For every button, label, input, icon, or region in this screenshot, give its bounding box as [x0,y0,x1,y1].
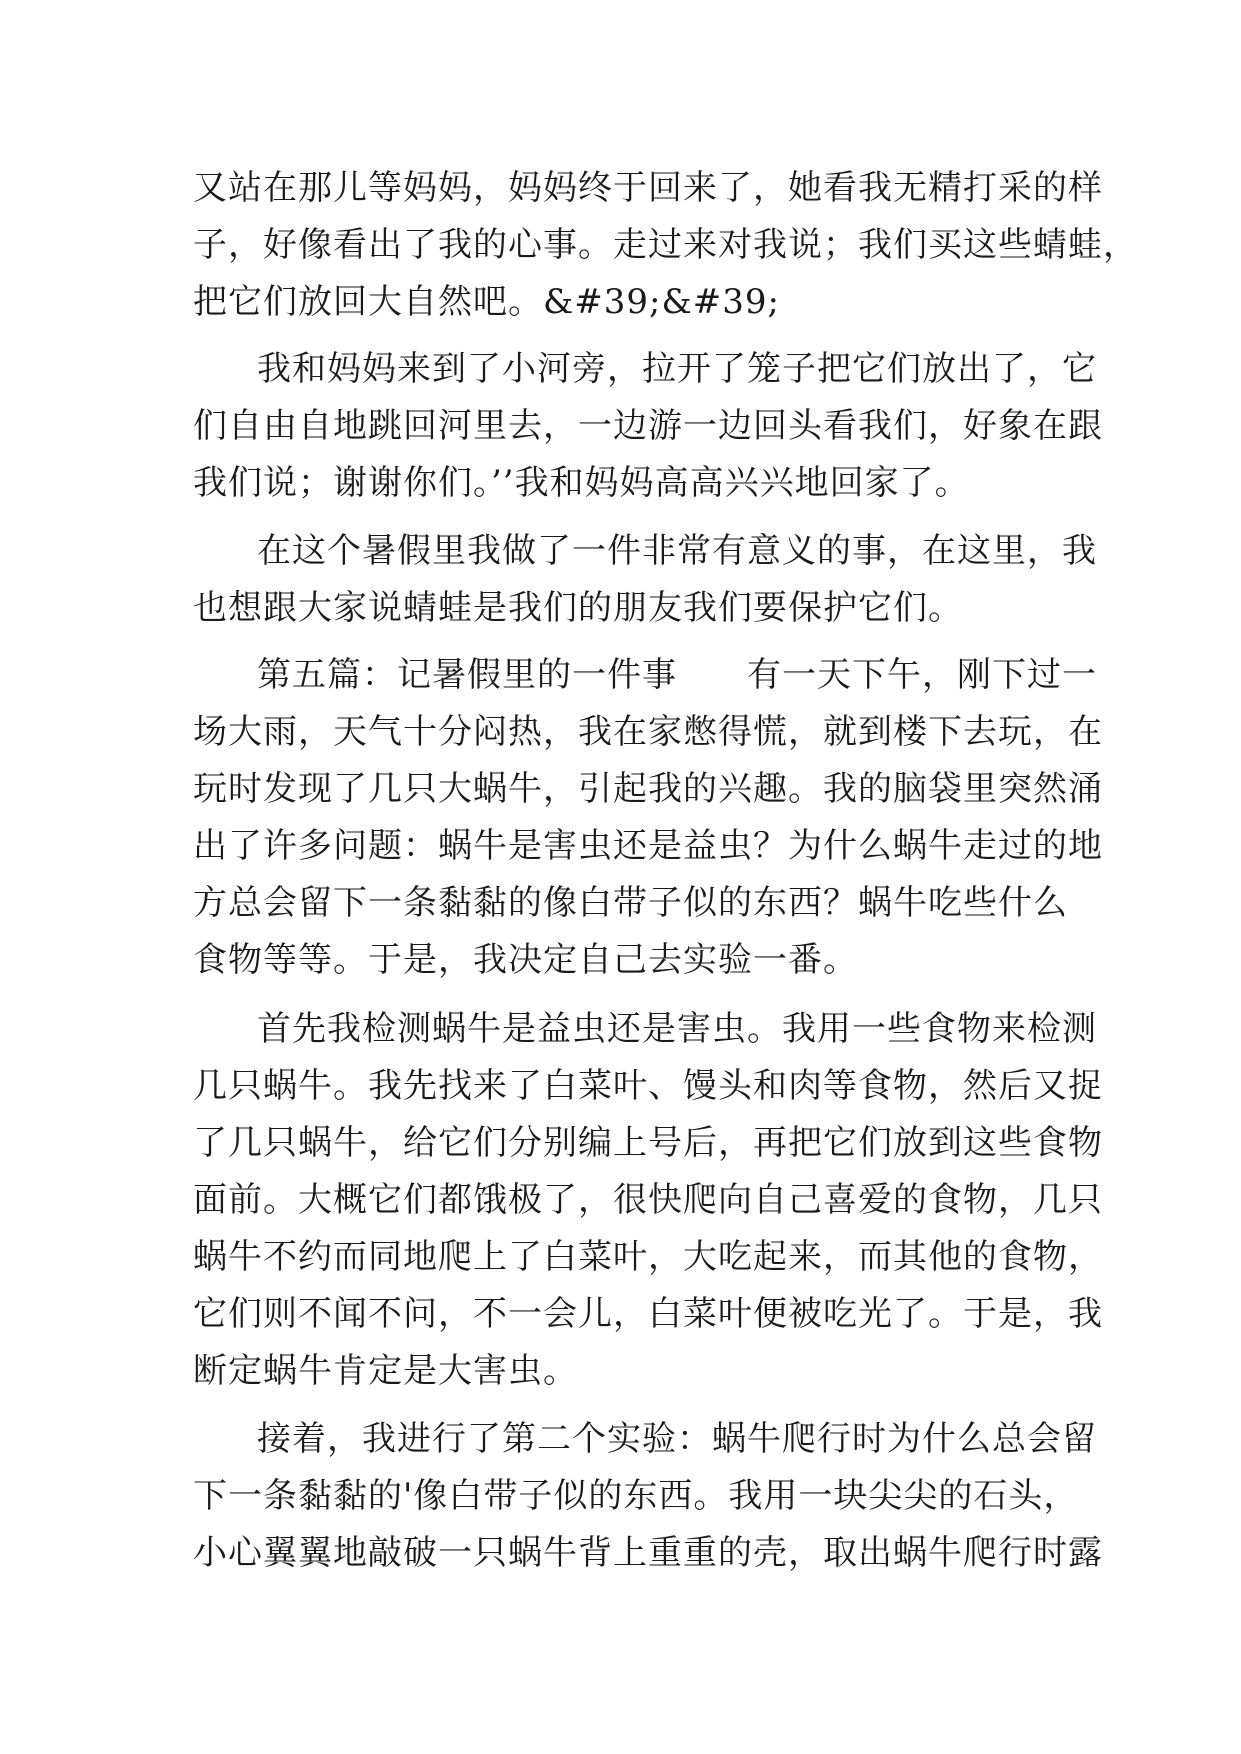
text-line: 面前。大概它们都饿极了，很快爬向自己喜爱的食物，几只 [193,1180,1103,1220]
paragraph-start-line: 我和妈妈来到了小河旁，拉开了笼子把它们放出了，它 [257,349,1097,389]
text-line: 子，好像看出了我的心事。走过来对我说；我们买这些蜻蛙， [193,225,1138,265]
text-line: 我们说；谢谢你们。’’我和妈妈高高兴兴地回家了。 [193,463,970,503]
text-line: 几只蜗牛。我先找来了白菜叶、馒头和肉等食物，然后又捉 [193,1066,1103,1106]
text-line: 方总会留下一条黏黏的像白带子似的东西？蜗牛吃些什么 [193,883,1068,923]
text-line: 下一条黏黏的'像白带子似的东西。我用一块尖尖的石头， [193,1476,1079,1516]
text-line: 出了许多问题：蜗牛是害虫还是益虫？为什么蜗牛走过的地 [193,826,1103,866]
text-line: 们自由自地跳回河里去，一边游一边回头看我们，好象在跟 [193,406,1103,446]
text-line: 了几只蜗牛，给它们分别编上号后，再把它们放到这些食物 [193,1123,1103,1163]
text-line: 玩时发现了几只大蜗牛，引起我的兴趣。我的脑袋里突然涌 [193,769,1103,809]
text-line: 把它们放回大自然吧。&#39;&#39; [193,282,780,322]
text-line: 蜗牛不约而同地爬上了白菜叶，大吃起来，而其他的食物， [193,1237,1103,1277]
text-line: 食物等等。于是，我决定自己去实验一番。 [193,940,858,980]
text-line: 也想跟大家说蜻蛙是我们的朋友我们要保护它们。 [193,588,963,628]
paragraph-start-line: 首先我检测蜗牛是益虫还是害虫。我用一些食物来检测 [257,1009,1097,1049]
paragraph-start-line: 接着，我进行了第二个实验：蜗牛爬行时为什么总会留 [257,1419,1097,1459]
text-line: 又站在那儿等妈妈，妈妈终于回来了，她看我无精打采的样 [193,168,1103,208]
text-line: 断定蜗牛肯定是大害虫。 [193,1351,578,1391]
text-line: 场大雨，天气十分闷热，我在家憋得慌，就到楼下去玩，在 [193,712,1103,752]
section-heading-line: 第五篇：记暑假里的一件事 有一天下午，刚下过一 [257,655,1097,695]
paragraph-start-line: 在这个暑假里我做了一件非常有意义的事，在这里，我 [257,531,1097,571]
text-line: 它们则不闻不问，不一会儿，白菜叶便被吃光了。于是，我 [193,1294,1103,1334]
text-line: 小心翼翼地敲破一只蜗牛背上重重的壳，取出蜗牛爬行时露 [193,1533,1103,1573]
